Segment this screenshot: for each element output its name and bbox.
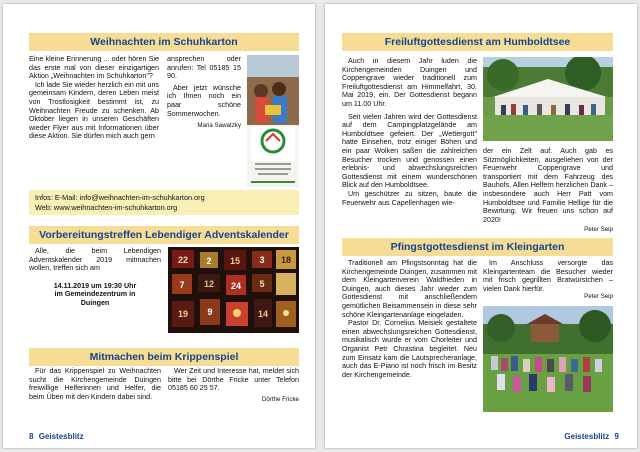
footer-left bbox=[29, 432, 84, 441]
adventskalender-town: Duingen bbox=[80, 298, 110, 307]
calendar-number: 15 bbox=[229, 256, 241, 266]
calendar-number: 2 bbox=[206, 256, 212, 266]
adventskalender-place: im Gemeindezentrum in bbox=[54, 290, 136, 299]
calendar-number: 18 bbox=[280, 255, 292, 265]
calendar-number: 19 bbox=[177, 309, 189, 319]
page-number: 9 bbox=[614, 432, 619, 441]
calendar-number: 12 bbox=[203, 279, 215, 289]
calendar-number: 22 bbox=[177, 255, 189, 265]
footer-right bbox=[564, 432, 619, 441]
humboldtsee-text-col2 bbox=[483, 147, 613, 235]
adventskalender-title: Vorbereitungstreffen Lebendiger Adventskalender bbox=[29, 226, 299, 244]
humboldtsee-title: Freiluftgottesdienst am Humboldtsee bbox=[342, 33, 613, 51]
kleingarten-signature: Peter Seip bbox=[584, 293, 613, 301]
calendar-number: 9 bbox=[207, 307, 213, 317]
schuhkarton-p4: Aber jetzt wünsche ich Ihnen noch ein paar schöne Sommerwochen. bbox=[167, 83, 241, 118]
krippenspiel-title: Mitmachen beim Krippenspiel bbox=[29, 348, 299, 366]
humboldtsee-photo bbox=[483, 57, 613, 141]
info-email[interactable]: Infos: E-Mail: info@weihnachten-im-schuhkarton.org bbox=[35, 193, 205, 202]
krippenspiel-text-col2 bbox=[168, 367, 299, 417]
schuhkarton-p3: ansprechen oder anrufen: Tel 05185 15 90. bbox=[167, 55, 241, 81]
page-number: 8 bbox=[29, 432, 34, 441]
schuhkarton-flyer-image bbox=[247, 55, 299, 187]
schuhkarton-signature: Maria Sawatzky bbox=[197, 122, 241, 130]
adventskalender-date: 14.11.2019 um 19:30 Uhr bbox=[53, 281, 137, 290]
schuhkarton-p2: Ich lade Sie wieder herzlich ein mit uns gemeinsam Kindern, deren Leben meist von Trostlosigkeit bestimmt ist, zu Weihnachten Freude zu schenken. Ab Oktober liegen in unseren Geschäften wieder Flyer aus mit Informationen über diese Aktion. Sie dürfen mich auch gern bbox=[29, 80, 159, 141]
krippenspiel-p1: Für das Krippenspiel zu Weihnachten sucht die Kirchengemeinde Duingen freiwillige Helferinnen und Helfer, die beim Üben mit den Kindern dabei sind. bbox=[29, 367, 161, 401]
kleingarten-p2: Pastor Dr. Cornelius Meisiek gestaltete einen abwechslungsreichen Gottesdienst, musikalisch wurde er vom Chorleiter und Organist Petr Chrastina begleitet. Neu zum Einsatz kam die Lautsprecheranlage, auch das E-Piano ist noch frisch im Besitz der Kirchengemeinde. bbox=[342, 319, 477, 379]
kleingarten-p1: Traditionell am Pfingstsonntag hat die Kirchengemeinde Duingen, zusammen mit dem Kleingartenverein Waldfrieden in Duingen, auch dieses Jahr wieder zum Gottesdienst mit anschließendem gemütlichen Beisammensein in diese sehr schöne Kleingartenanlage eingeladen. bbox=[342, 259, 477, 319]
right-page bbox=[325, 4, 637, 448]
schuhkarton-info-box bbox=[29, 190, 299, 215]
adventskalender-p1: Alle, die beim Lebendigen Adventskalender 2019 mitmachen wollen, treffen sich am bbox=[29, 247, 161, 273]
kleingarten-photo bbox=[483, 306, 613, 412]
magazine-name: Geistesblitz bbox=[564, 432, 610, 441]
krippenspiel-text-col1 bbox=[29, 367, 161, 417]
calendar-number: 24 bbox=[230, 281, 242, 291]
kleingarten-p3: Im Anschluss versorgte das Kleingartenteam die Besucher wieder mit frisch gegrillten Bratwürstchen – vielen Dank hierfür. bbox=[483, 259, 613, 293]
calendar-number: 3 bbox=[259, 255, 265, 265]
adventskalender-text bbox=[29, 247, 161, 333]
humboldtsee-p4: der ein Zelt auf. Auch gab es Sitzmöglichkeiten, ausgeliehen von der Feuerwehr Coppengrave und transportiert mit dem Fahrzeug des Bauhofs. Allen Helfern herzlichen Dank – insbesondere auch Herr Patt vom Humboldtsee und Familie Hellige für die Bewirtung. Wir freuen uns schon auf 2020! bbox=[483, 147, 613, 224]
calendar-number: 7 bbox=[179, 280, 185, 290]
kleingarten-text-col2 bbox=[483, 259, 613, 301]
humboldtsee-p3: Um geschützer zu sitzen, baute die Feuerwehr aus Capellenhagen wie- bbox=[342, 189, 477, 207]
humboldtsee-p2: Seit vielen Jahren wird der Gottesdienst auf dem Campingplatzgelände am Humboldtsee gefeiert. Der „Wettergott" hatte Einsehen, trotz einiger Böhen und ein paar Wolken saßen die zahlreichen Besucher trocken und genossen einen erlebnis- und abwechslungsreichen Gottesdienst mit einem wunderschönen Blick auf den Humboldtsee. bbox=[342, 112, 477, 190]
kleingarten-title: Pfingstgottesdienst im Kleingarten bbox=[342, 238, 613, 256]
info-web[interactable]: Web: www.weihnachten-im-schuhkarton.org bbox=[35, 202, 178, 212]
humboldtsee-text-col1 bbox=[342, 57, 477, 234]
calendar-number: 5 bbox=[259, 279, 265, 289]
schuhkarton-title: Weihnachten im Schuhkarton bbox=[29, 33, 299, 51]
schuhkarton-p1: Eine kleine Erinnerung ... oder hören Sie das erste mal von dieser einzigartigen Aktion „Weihnachten im Schuhkarton"? bbox=[29, 55, 159, 81]
calendar-number: 14 bbox=[257, 309, 269, 319]
left-page bbox=[3, 4, 315, 448]
magazine-name: Geistesblitz bbox=[38, 432, 84, 441]
adventskalender-photo bbox=[168, 247, 299, 333]
krippenspiel-p2: Wer Zeit und Interesse hat, meldet sich bitte bei Dörthe Fricke unter Telefon 05185 60 25 57. bbox=[168, 367, 299, 393]
kleingarten-text-col1 bbox=[342, 259, 477, 414]
humboldtsee-signature: Peter Seip bbox=[584, 226, 613, 234]
schuhkarton-text-col2 bbox=[167, 55, 241, 186]
krippenspiel-signature: Dörthe Fricke bbox=[261, 395, 299, 403]
schuhkarton-text-col1 bbox=[29, 55, 159, 186]
humboldtsee-p1: Auch in diesem Jahr luden die Kirchengemeinden Duingen und Coppengrave wieder traditionell zum Freiluftgottesdienst am Himmelfahrt, 30. Mai 2019, ein. Der Gottesdienst begann um 11.00 Uhr. bbox=[342, 57, 477, 108]
